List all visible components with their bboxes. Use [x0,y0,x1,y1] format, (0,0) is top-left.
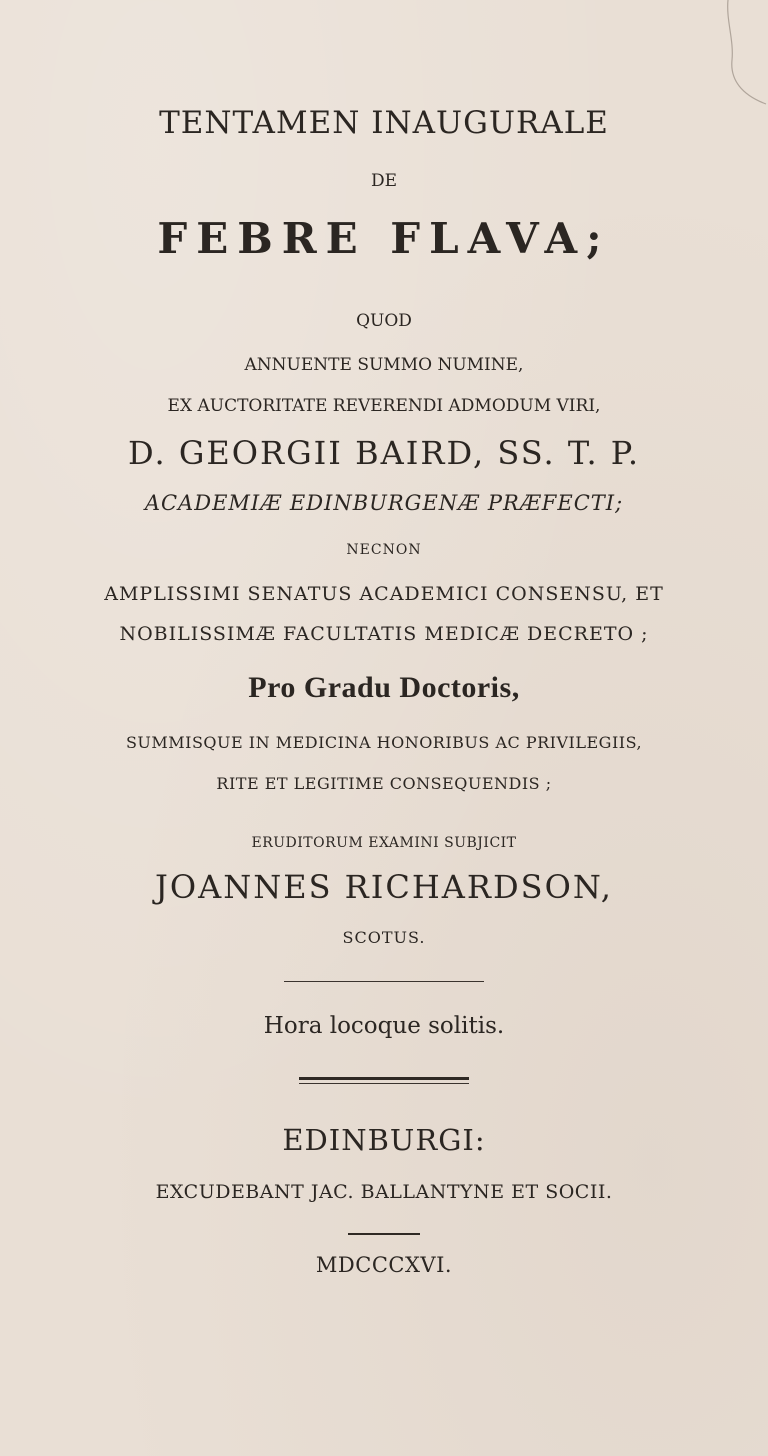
necnon-word: NECNON [346,542,422,558]
author-name: JOANNES RICHARDSON, [155,868,613,906]
eruditorum-line: ERUDITORUM EXAMINI SUBJICIT [251,835,517,851]
quod-word: QUOD [356,311,412,331]
rule-middle [0,1077,768,1084]
year-line: MDCCCXVI. [315,1253,453,1277]
printer-line: EXCUDEBANT JAC. BALLANTYNE ET SOCII. [155,1181,613,1203]
scotus-word: SCOTUS. [342,928,426,947]
hora-line: Hora locoque solitis. [263,1013,505,1039]
person-name: D. GEORGII BAIRD, SS. T. P. [127,434,641,472]
rule-lower [0,1233,768,1235]
de-word: DE [370,171,398,191]
annuente-line: ANNUENTE SUMMO NUMINE, [244,355,524,375]
nobilissimae-line: NOBILISSIMÆ FACULTATIS MEDICÆ DECRETO ; [119,623,649,645]
summisque-line: SUMMISQUE IN MEDICINA HONORIBUS AC PRIVILEGIIS, [125,733,643,752]
thesis-subject: FEBRE FLAVA; [157,214,611,263]
city-name: EDINBURGI: [282,1123,486,1157]
pro-gradu-line: Pro Gradu Doctoris, [248,671,520,704]
amplissimi-line: AMPLISSIMI SENATUS ACADEMICI CONSENSU, ET [104,583,664,605]
page-corner-mark [708,0,768,110]
rule-upper [0,981,768,982]
rite-line: RITE ET LEGITIME CONSEQUENDIS ; [216,774,552,793]
thesis-heading: TENTAMEN INAUGURALE [159,105,609,141]
academiae-line: ACADEMIÆ EDINBURGENÆ PRÆFECTI; [144,491,624,515]
ex-auctoritate-line: EX AUCTORITATE REVERENDI ADMODUM VIRI, [167,396,601,416]
